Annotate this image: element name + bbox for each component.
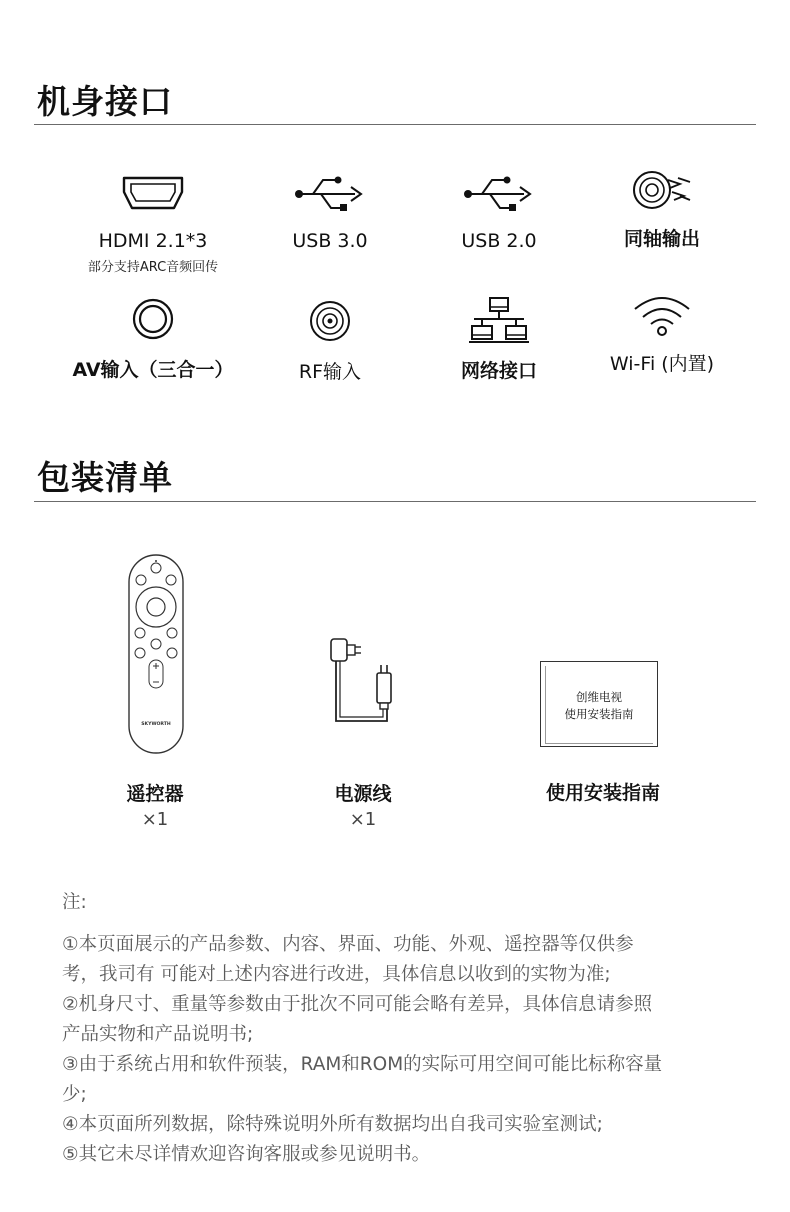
note-line: 产品实物和产品说明书; — [62, 1024, 254, 1045]
usb-icon — [462, 172, 536, 216]
note-line: ②机身尺寸、重量等参数由于批次不同可能会略有差异，具体信息请参照 — [62, 994, 653, 1015]
notes-block — [62, 888, 742, 1170]
notes-head: 注: — [62, 892, 87, 913]
package-item-power-cord-qty: ×1 — [349, 809, 377, 830]
remote-brand: SKYWORTH — [141, 722, 171, 727]
port-hdmi — [68, 172, 238, 275]
package-divider — [34, 501, 756, 502]
guide-booklet-line1: 创维电视 — [576, 690, 622, 704]
network-port-icon — [469, 296, 529, 344]
port-usb3-label: USB 3.0 — [292, 230, 368, 252]
power-cord-image — [327, 635, 397, 727]
port-wifi — [577, 293, 747, 376]
usb-icon — [293, 172, 367, 216]
package-item-remote-name: 遥控器 — [126, 783, 184, 805]
interfaces-divider — [34, 124, 756, 125]
package-item-remote — [55, 779, 255, 830]
coaxial-output-icon — [630, 168, 694, 212]
package-item-guide — [503, 778, 703, 805]
note-line: ⑤其它未尽详情欢迎咨询客服或参见说明书。 — [62, 1144, 431, 1165]
port-coaxial — [577, 168, 747, 251]
package-title: 包装清单 — [37, 458, 173, 497]
guide-booklet-image — [540, 661, 658, 747]
port-hdmi-sub: 部分支持ARC音频回传 — [87, 260, 219, 275]
note-line: ④本页面所列数据，除特殊说明外所有数据均出自我司实验室测试; — [62, 1114, 603, 1135]
port-network-label: 网络接口 — [460, 360, 537, 382]
note-line: 考，我司有 可能对上述内容进行改进，具体信息以收到的实物为准; — [62, 964, 611, 985]
port-network — [414, 296, 584, 383]
rf-input-icon — [308, 299, 352, 343]
port-coaxial-label: 同轴输出 — [623, 228, 700, 250]
note-line: 少; — [62, 1084, 87, 1105]
package-item-remote-qty: ×1 — [141, 809, 169, 830]
port-av — [68, 297, 238, 382]
port-usb2-label: USB 2.0 — [461, 230, 537, 252]
port-rf — [245, 299, 415, 384]
interfaces-title: 机身接口 — [37, 82, 173, 121]
remote-control-image — [127, 553, 185, 755]
package-item-power-cord-name: 电源线 — [334, 783, 392, 805]
port-usb3 — [245, 172, 415, 252]
av-input-icon — [131, 297, 175, 341]
package-item-power-cord — [263, 779, 463, 830]
port-usb2 — [414, 172, 584, 252]
package-item-guide-name: 使用安装指南 — [545, 782, 660, 804]
port-rf-label: RF输入 — [298, 361, 362, 383]
wifi-icon — [631, 293, 693, 337]
port-wifi-label: Wi-Fi (内置) — [609, 353, 715, 375]
note-line: ③由于系统占用和软件预装，RAM和ROM的实际可用空间可能比标称容量 — [62, 1054, 663, 1075]
port-hdmi-label: HDMI 2.1*3 — [98, 230, 208, 252]
hdmi-icon — [118, 172, 188, 216]
note-line: ①本页面展示的产品参数、内容、界面、功能、外观、遥控器等仅供参 — [62, 934, 634, 955]
port-av-label: AV输入（三合一） — [72, 359, 234, 381]
guide-booklet-line2: 使用安装指南 — [564, 707, 634, 721]
